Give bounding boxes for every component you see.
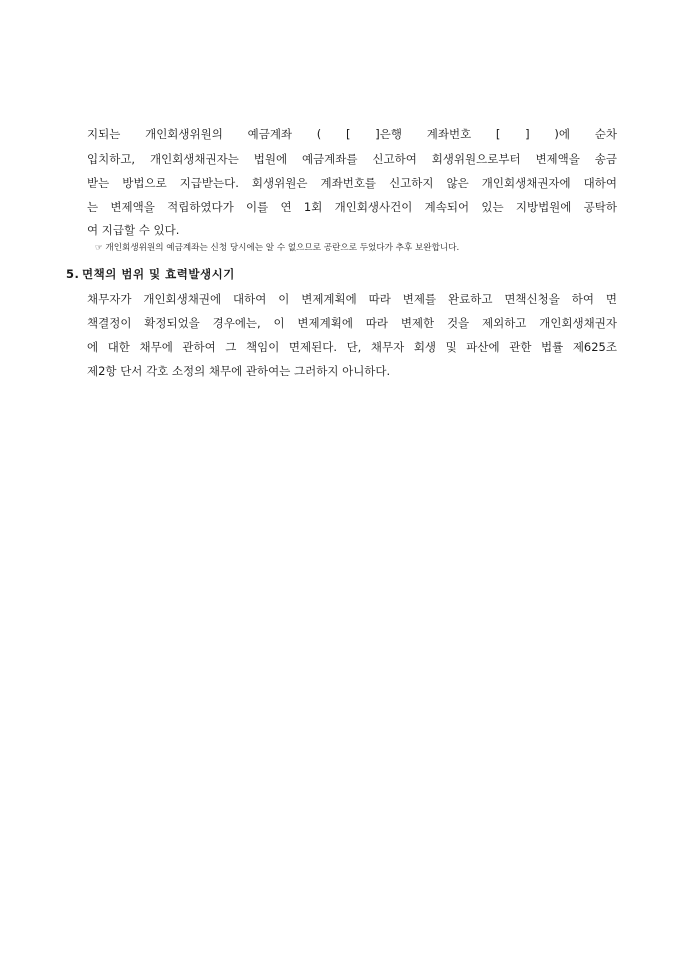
paragraph-line: 지되는 개인회생위원의 예금계좌 ( [ ]은행 계좌번호 [ ] )에 순차 [87,127,617,141]
paragraph-line: 에 대한 채무에 관하여 그 책임이 면제된다. 단, 채무자 회생 및 파산에 관한 법률 제625조 [87,340,617,354]
paragraph-line: 는 변제액을 적립하였다가 이를 연 1회 개인회생사건이 계속되어 있는 지방법원에 공탁하 [87,200,617,214]
section-heading [66,267,235,282]
footnote: ☞ 개인회생위원의 예금계좌는 신청 당시에는 알 수 없으므로 공란으로 두었다가 추후 보완합니다. [95,243,460,253]
section-title: 면책의 범위 및 효력발생시기 [82,267,235,281]
paragraph-line: 채무자가 개인회생채권에 대하여 이 변제계획에 따라 변제를 완료하고 면책신청을 하여 면 [87,292,617,306]
section-number: 5. [66,267,80,281]
paragraph-line: 책결정이 확정되었을 경우에는, 이 변제계획에 따라 변제한 것을 제외하고 개인회생채권자 [87,316,617,330]
paragraph-line: 입치하고, 개인회생채권자는 법원에 예금계좌를 신고하여 회생위원으로부터 변제액을 송금 [87,152,617,166]
paragraph-line: 제2항 단서 각호 소정의 채무에 관하여는 그러하지 아니하다. [87,364,391,378]
paragraph-line: 받는 방법으로 지급받는다. 회생위원은 계좌번호를 신고하지 않은 개인회생채권자에 대하여 [87,176,617,190]
paragraph-line: 여 지급할 수 있다. [87,223,180,237]
